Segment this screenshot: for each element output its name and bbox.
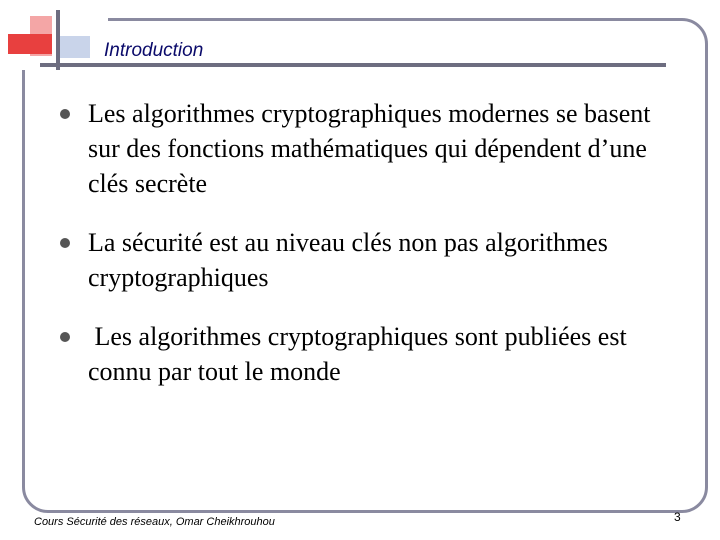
bullet-text: Les algorithmes cryptographiques sont publiées est connu par tout le monde (88, 322, 634, 386)
bullet-item (56, 225, 686, 295)
title-underline (40, 63, 666, 67)
slide-title: Introduction (104, 40, 204, 61)
decorative-blue-block (60, 36, 90, 58)
bullet-item (56, 96, 686, 201)
bullet-dot-icon (60, 109, 70, 119)
bullet-text: Les algorithmes cryptographiques modernes se basent sur des fonctions mathématiques qui dépendent d’une clés secrète (88, 99, 651, 198)
page-number: 3 (674, 510, 681, 524)
bullet-list (56, 96, 686, 413)
bullet-dot-icon (60, 238, 70, 248)
decorative-vertical-line (56, 10, 60, 70)
bullet-item (56, 319, 686, 389)
decorative-red-block (8, 34, 52, 54)
footer-text: Cours Sécurité des réseaux, Omar Cheikhrouhou (34, 516, 275, 528)
bullet-text: La sécurité est au niveau clés non pas algorithmes cryptographiques (88, 228, 608, 292)
bullet-dot-icon (60, 332, 70, 342)
